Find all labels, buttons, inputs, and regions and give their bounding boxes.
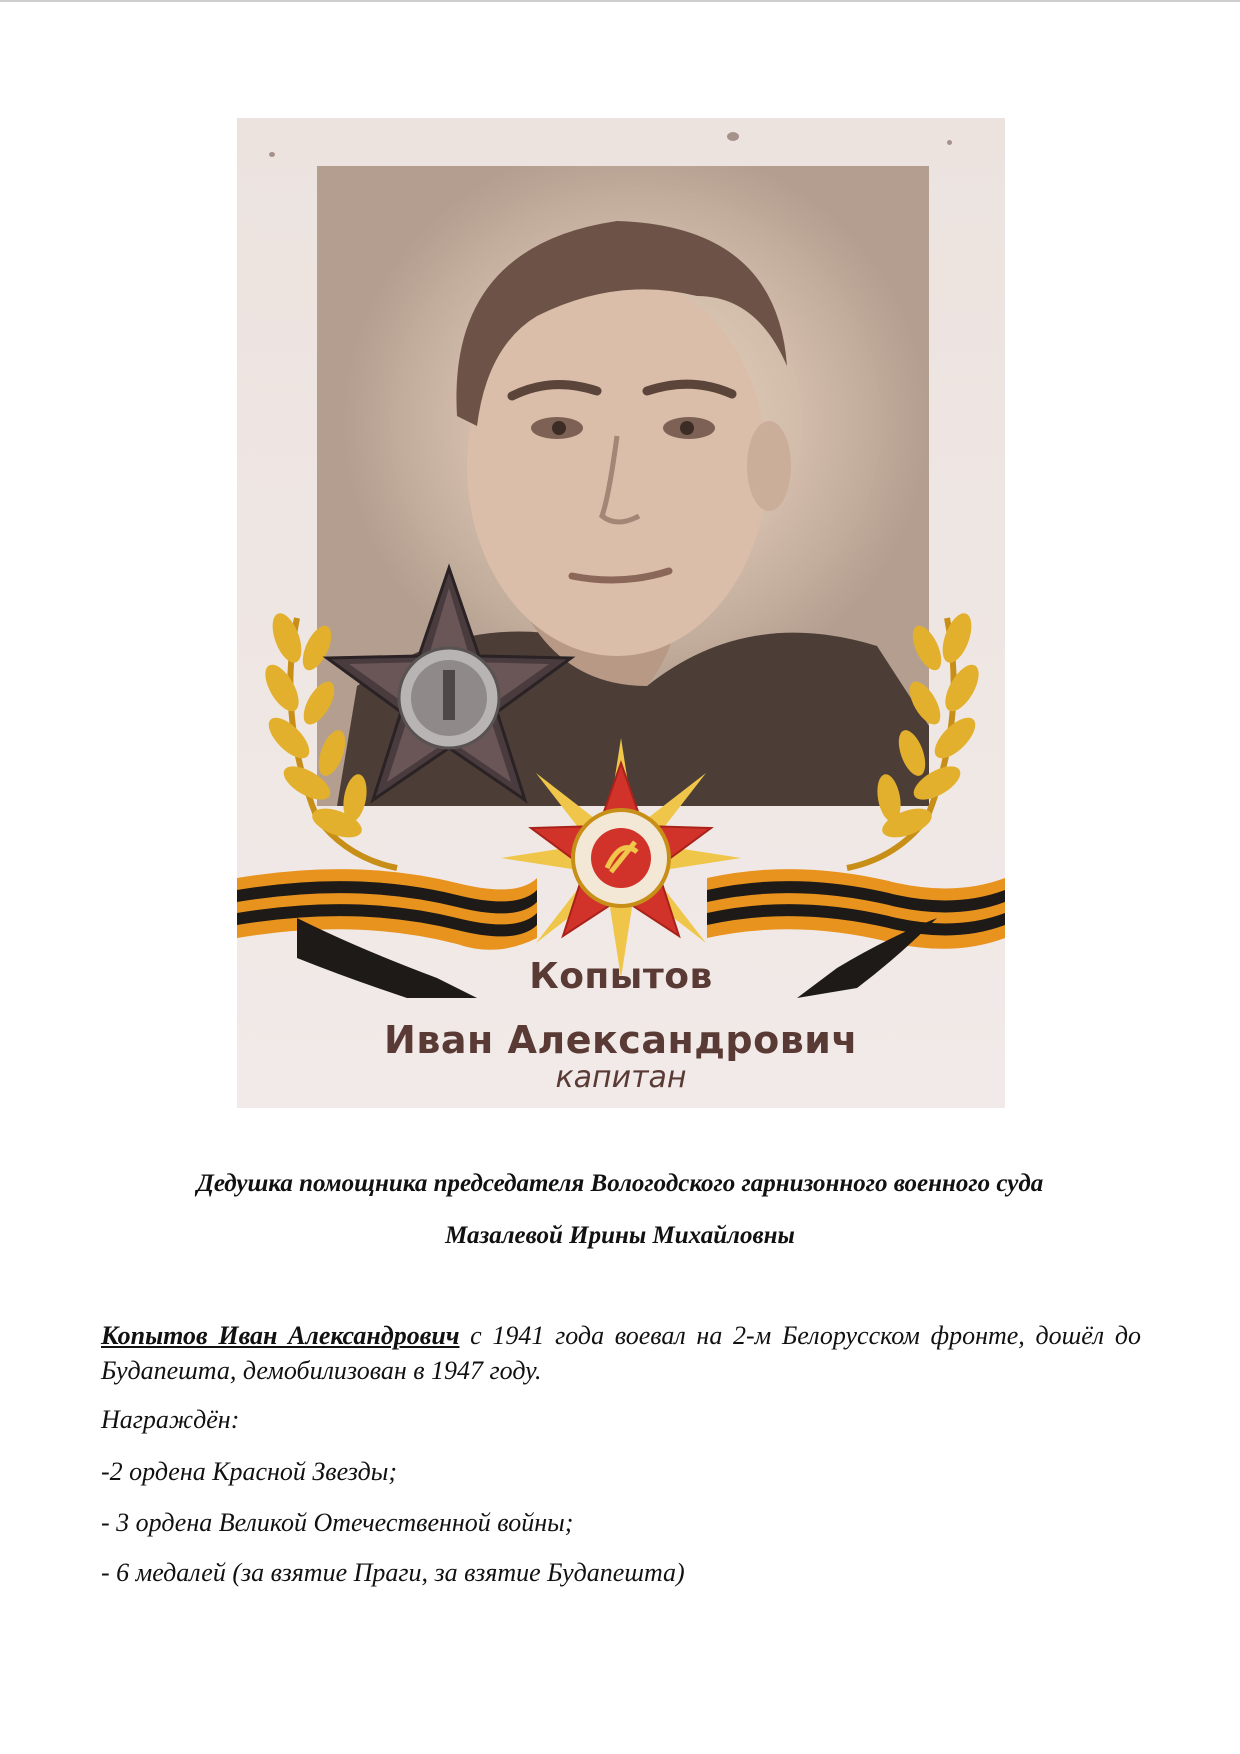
card-surname: Копытов	[529, 956, 713, 997]
awards-title: Награждён:	[101, 1405, 240, 1434]
card-fullname: Иван Александрович	[384, 1018, 858, 1062]
bio-paragraph	[101, 1318, 1141, 1388]
award-item: -2 ордена Красной Звезды;	[101, 1457, 398, 1486]
award-item: - 6 медалей (за взятие Праги, за взятие Будапешта)	[101, 1558, 685, 1587]
laurel-left	[259, 609, 397, 868]
award-item: - 3 ордена Великой Отечественной войны;	[101, 1508, 574, 1537]
order-red-star-icon	[327, 568, 571, 800]
laurel-right	[847, 609, 985, 868]
bio-name: Копытов Иван Александрович	[101, 1321, 460, 1350]
heading-line-2: Мазалевой Ирины Михайловны	[445, 1222, 795, 1249]
memorial-photo-card	[237, 118, 1005, 1108]
top-rule	[0, 0, 1240, 2]
order-patriotic-war-icon	[501, 738, 741, 978]
card-rank: капитан	[555, 1060, 687, 1095]
heading-line-1: Дедушка помощника председателя Вологодского гарнизонного военного суда	[196, 1170, 1044, 1197]
bio-text: с 1941 года воевал на 2-м Белорусском фронте, дошёл до Будапешта, демобилизован в 1947 году.	[101, 1321, 1141, 1386]
